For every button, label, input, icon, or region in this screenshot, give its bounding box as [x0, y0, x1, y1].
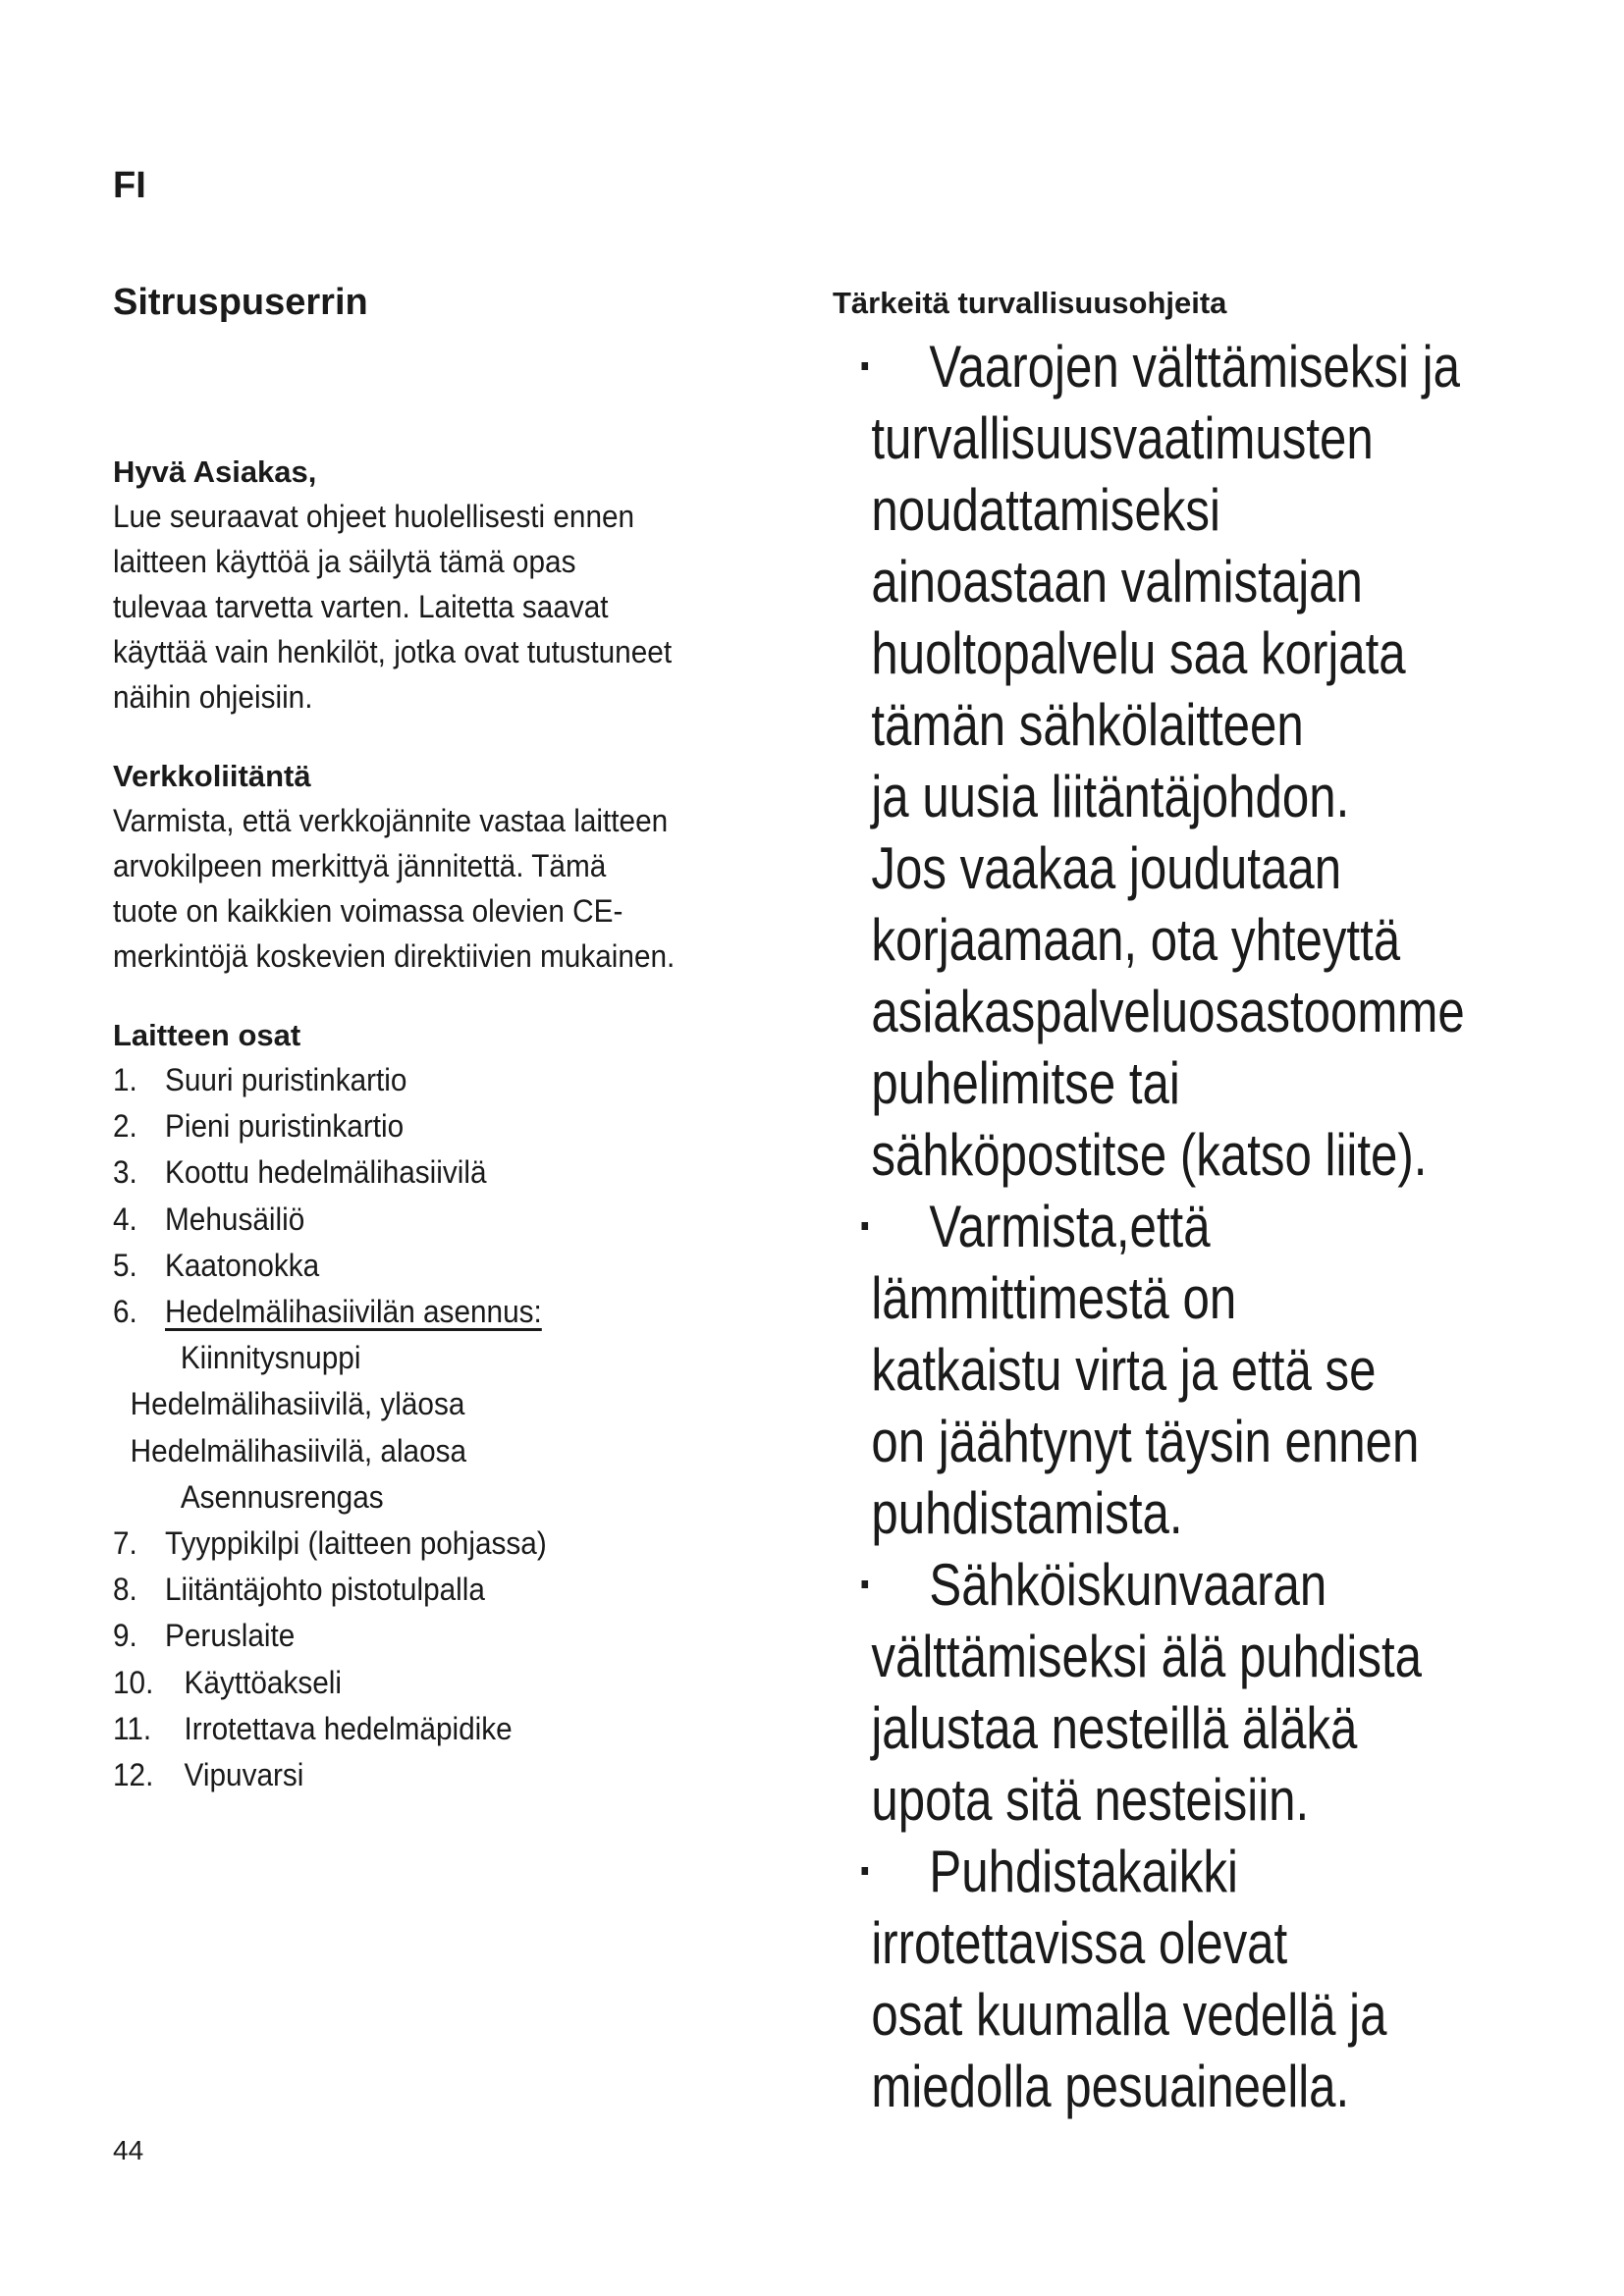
item-text: Peruslaite — [165, 1618, 296, 1654]
safety-line: jalustaa nesteillä äläkä — [871, 1695, 1358, 1761]
safety-line: osat kuumalla vedellä ja — [871, 1982, 1387, 2048]
mains-line: arvokilpeen merkittyä jännitettä. Tämä — [113, 848, 607, 883]
safety-line: huoltopalvelu saa korjata — [871, 620, 1406, 686]
item-text: Liitäntäjohto pistotulpalla — [165, 1572, 485, 1608]
item-text: Hedelmälihasiivilän asennus: — [165, 1294, 542, 1330]
bullet-icon — [862, 362, 869, 370]
greeting-line: näihin ohjeisiin. — [113, 679, 313, 715]
list-subitem — [113, 1474, 771, 1521]
list-item — [113, 1613, 771, 1659]
item-number: 12. — [113, 1757, 154, 1793]
safety-line: asiakaspalveluosastoomme — [871, 979, 1465, 1044]
item-number: 10. — [113, 1664, 154, 1700]
item-text: Pieni puristinkartio — [165, 1108, 405, 1145]
safety-line: upota sitä nesteisiin. — [871, 1767, 1310, 1833]
list-subitem — [113, 1335, 771, 1381]
safety-line: ainoastaan valmistajan — [871, 549, 1363, 614]
bullet-icon — [862, 1867, 869, 1875]
item-number: 9. — [113, 1618, 137, 1654]
safety-line: ja uusia liitäntäjohdon. — [871, 764, 1350, 829]
list-item — [113, 1243, 771, 1289]
left-column — [113, 280, 820, 1798]
safety-line: Varmista,että — [833, 1191, 1465, 1262]
item-text: Hedelmälihasiivilä, alaosa — [130, 1432, 467, 1468]
item-text: Suuri puristinkartio — [165, 1062, 407, 1097]
page-number: 44 — [113, 2135, 144, 2165]
greeting-heading: Hyvä Asiakas, — [113, 454, 317, 489]
item-number: 11. — [113, 1710, 152, 1746]
safety-line: miedolla pesuaineella. — [871, 2054, 1350, 2119]
safety-line: on jäähtynyt täysin ennen — [871, 1409, 1420, 1474]
item-text: Kiinnitysnuppi — [180, 1340, 361, 1376]
item-text: Mehusäiliö — [165, 1201, 305, 1237]
mains-line: Varmista, että verkkojännite vastaa laitteen — [113, 803, 669, 838]
safety-line: noudattamiseksi — [871, 477, 1220, 543]
list-item — [113, 1149, 771, 1196]
bullet-icon — [862, 1580, 869, 1588]
item-text: Tyyppikilpi (laitteen pohjassa) — [165, 1525, 547, 1562]
page-title: Sitruspuserrin — [113, 282, 368, 323]
parts-heading: Laitteen osat — [113, 1018, 301, 1052]
list-item — [113, 1197, 771, 1243]
item-number: 8. — [113, 1572, 137, 1608]
mains-heading: Verkkoliitäntä — [113, 759, 311, 793]
safety-line: lämmittimestä on — [871, 1265, 1237, 1331]
safety-line: puhelimitse tai — [871, 1050, 1180, 1116]
item-text: Vipuvarsi — [184, 1757, 304, 1793]
list-subitem — [113, 1428, 771, 1474]
safety-line: Vaarojen välttämiseksi ja — [833, 331, 1465, 402]
parts-list — [113, 1057, 820, 1798]
safety-line: Jos vaakaa joudutaan — [871, 835, 1342, 901]
item-text: Koottu hedelmälihasiivilä — [165, 1154, 487, 1191]
safety-line: katkaistu virta ja että se — [871, 1337, 1377, 1403]
safety-line: tämän sähkölaitteen — [871, 692, 1304, 758]
safety-line: puhdistamista. — [871, 1480, 1183, 1546]
greeting-line: käyttää vain henkilöt, jotka ovat tutustuneet — [113, 634, 673, 669]
item-number: 4. — [113, 1201, 137, 1237]
item-number: 5. — [113, 1247, 137, 1283]
safety-list — [833, 331, 1603, 2122]
list-item — [113, 1567, 771, 1613]
safety-line: irrotettavissa olevat — [871, 1910, 1288, 1976]
list-subitem — [113, 1381, 771, 1427]
list-item — [113, 1660, 771, 1706]
item-number: 3. — [113, 1154, 137, 1191]
safety-line: Sähköiskunvaaran — [833, 1549, 1465, 1621]
item-text: Kaatonokka — [165, 1247, 320, 1283]
safety-line: Puhdistakaikki — [833, 1836, 1465, 1907]
item-number: 6. — [113, 1294, 137, 1330]
safety-line: sähköpostitse (katso liite). — [871, 1122, 1428, 1188]
greeting-line: tulevaa tarvetta varten. Laitetta saavat — [113, 589, 609, 624]
greeting-line: Lue seuraavat ohjeet huolellisesti ennen — [113, 499, 635, 534]
bullet-icon — [862, 1222, 869, 1230]
greeting-section — [113, 451, 820, 720]
item-number: 7. — [113, 1525, 137, 1562]
mains-line: merkintöjä koskevien direktiivien mukainen. — [113, 938, 676, 974]
safety-heading: Tärkeitä turvallisuusohjeita — [833, 286, 1227, 320]
mains-line: tuote on kaikkien voimassa olevien CE- — [113, 893, 623, 929]
safety-line: korjaamaan, ota yhteyttä — [871, 907, 1401, 973]
safety-line: turvallisuusvaatimusten — [871, 405, 1374, 471]
parts-section — [113, 1014, 820, 1798]
item-text: Irrotettava hedelmäpidike — [184, 1710, 513, 1746]
list-item — [113, 1103, 771, 1149]
item-number: 1. — [113, 1062, 137, 1097]
greeting-line: laitteen käyttöä ja säilytä tämä opas — [113, 544, 576, 579]
safety-line: välttämiseksi älä puhdista — [871, 1624, 1422, 1689]
list-item — [113, 1706, 771, 1752]
language-code: FI — [113, 165, 146, 206]
list-item — [113, 1752, 771, 1798]
item-text: Käyttöakseli — [184, 1664, 342, 1700]
list-item — [113, 1057, 771, 1103]
mains-section — [113, 755, 820, 979]
item-text: Hedelmälihasiivilä, yläosa — [130, 1386, 465, 1422]
item-number: 2. — [113, 1108, 137, 1145]
list-item — [113, 1289, 771, 1335]
item-text: Asennusrengas — [180, 1478, 384, 1515]
list-item — [113, 1521, 771, 1567]
